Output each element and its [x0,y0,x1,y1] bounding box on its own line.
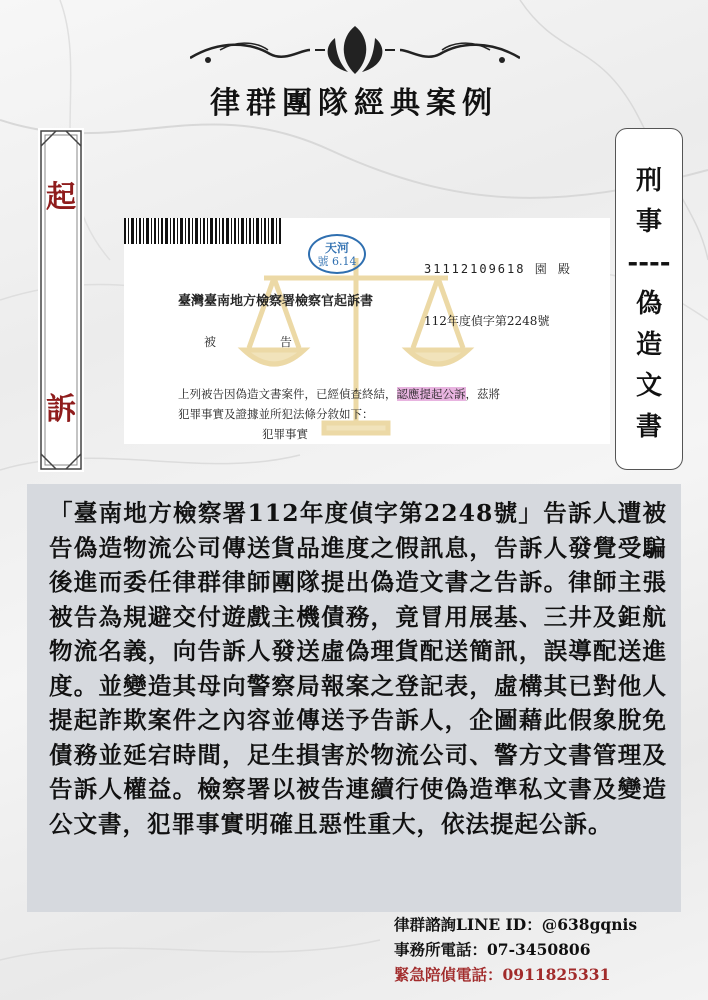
case-category-box [615,128,683,470]
line1-pre: 上列被告因偽造文書案件，已經偵查終結， [178,387,397,401]
case-summary-box [27,484,681,912]
office-phone: 事務所電話：07-3450806 [394,940,591,959]
document-line-2: 犯罪事實及證據並所犯法條分敘如下： [178,407,374,421]
case-summary-text: 「臺南地方檢察署112年度偵字第2248號」告訴人遭被告偽造物流公司傳送貨品進度之假訊息，告訴人發覺受騙後進而委任律群律師團隊提出偽造文書之告訴。律師主張被告為規避交付遊戲主機債務，竟冒用展基、三井及鉅航物流名義，向告訴人發送虛偽理貨配送簡訊，誤導配送進度。並變造其母向警察局報案之登記表，虛構其已對他人提起詐欺案件之內容並傳送予告訴人，企圖藉此假象脫免債務並延宕時間，足生損害於物流公司、警方文書管理及告訴人權益。檢察署以被告連續行使偽造準私文書及變造公文書，犯罪事實明確且惡性重大，依法提起公訴。 [49,499,667,838]
banner-char-bottom: 訴 [46,392,76,427]
case-category-label: 刑 事 ---- 偽 造 文 書 [627,166,671,442]
barcode [124,218,284,244]
stamp-top: 天河 [324,241,349,255]
page-title: 律群團隊經典案例 [210,86,498,121]
header-ornament [190,20,520,80]
document-title: 臺灣臺南地方檢察署檢察官起訴書 [178,294,374,309]
contact-info [394,912,637,987]
line-id: 律群諮詢LINE ID：@638gqnis [394,915,638,934]
barcode-number: 31112109618 園 殿 [424,262,572,276]
indictment-document-image [124,218,610,444]
line1-post: ，茲將 [465,387,500,401]
line1-highlight: 認應提起公訴 [396,387,466,401]
document-line-3: 犯罪事實 [262,427,308,441]
stamp-bottom: 號 6.14 [317,255,357,268]
defendant-label: 被 告 [204,335,322,349]
document-line-1 [178,386,500,402]
case-number: 112年度偵字第2248號 [424,314,550,328]
received-stamp [308,234,366,274]
left-banner [38,128,84,472]
banner-char-top: 起 [46,180,76,215]
emergency-phone: 緊急陪偵電話：0911825331 [394,965,611,984]
